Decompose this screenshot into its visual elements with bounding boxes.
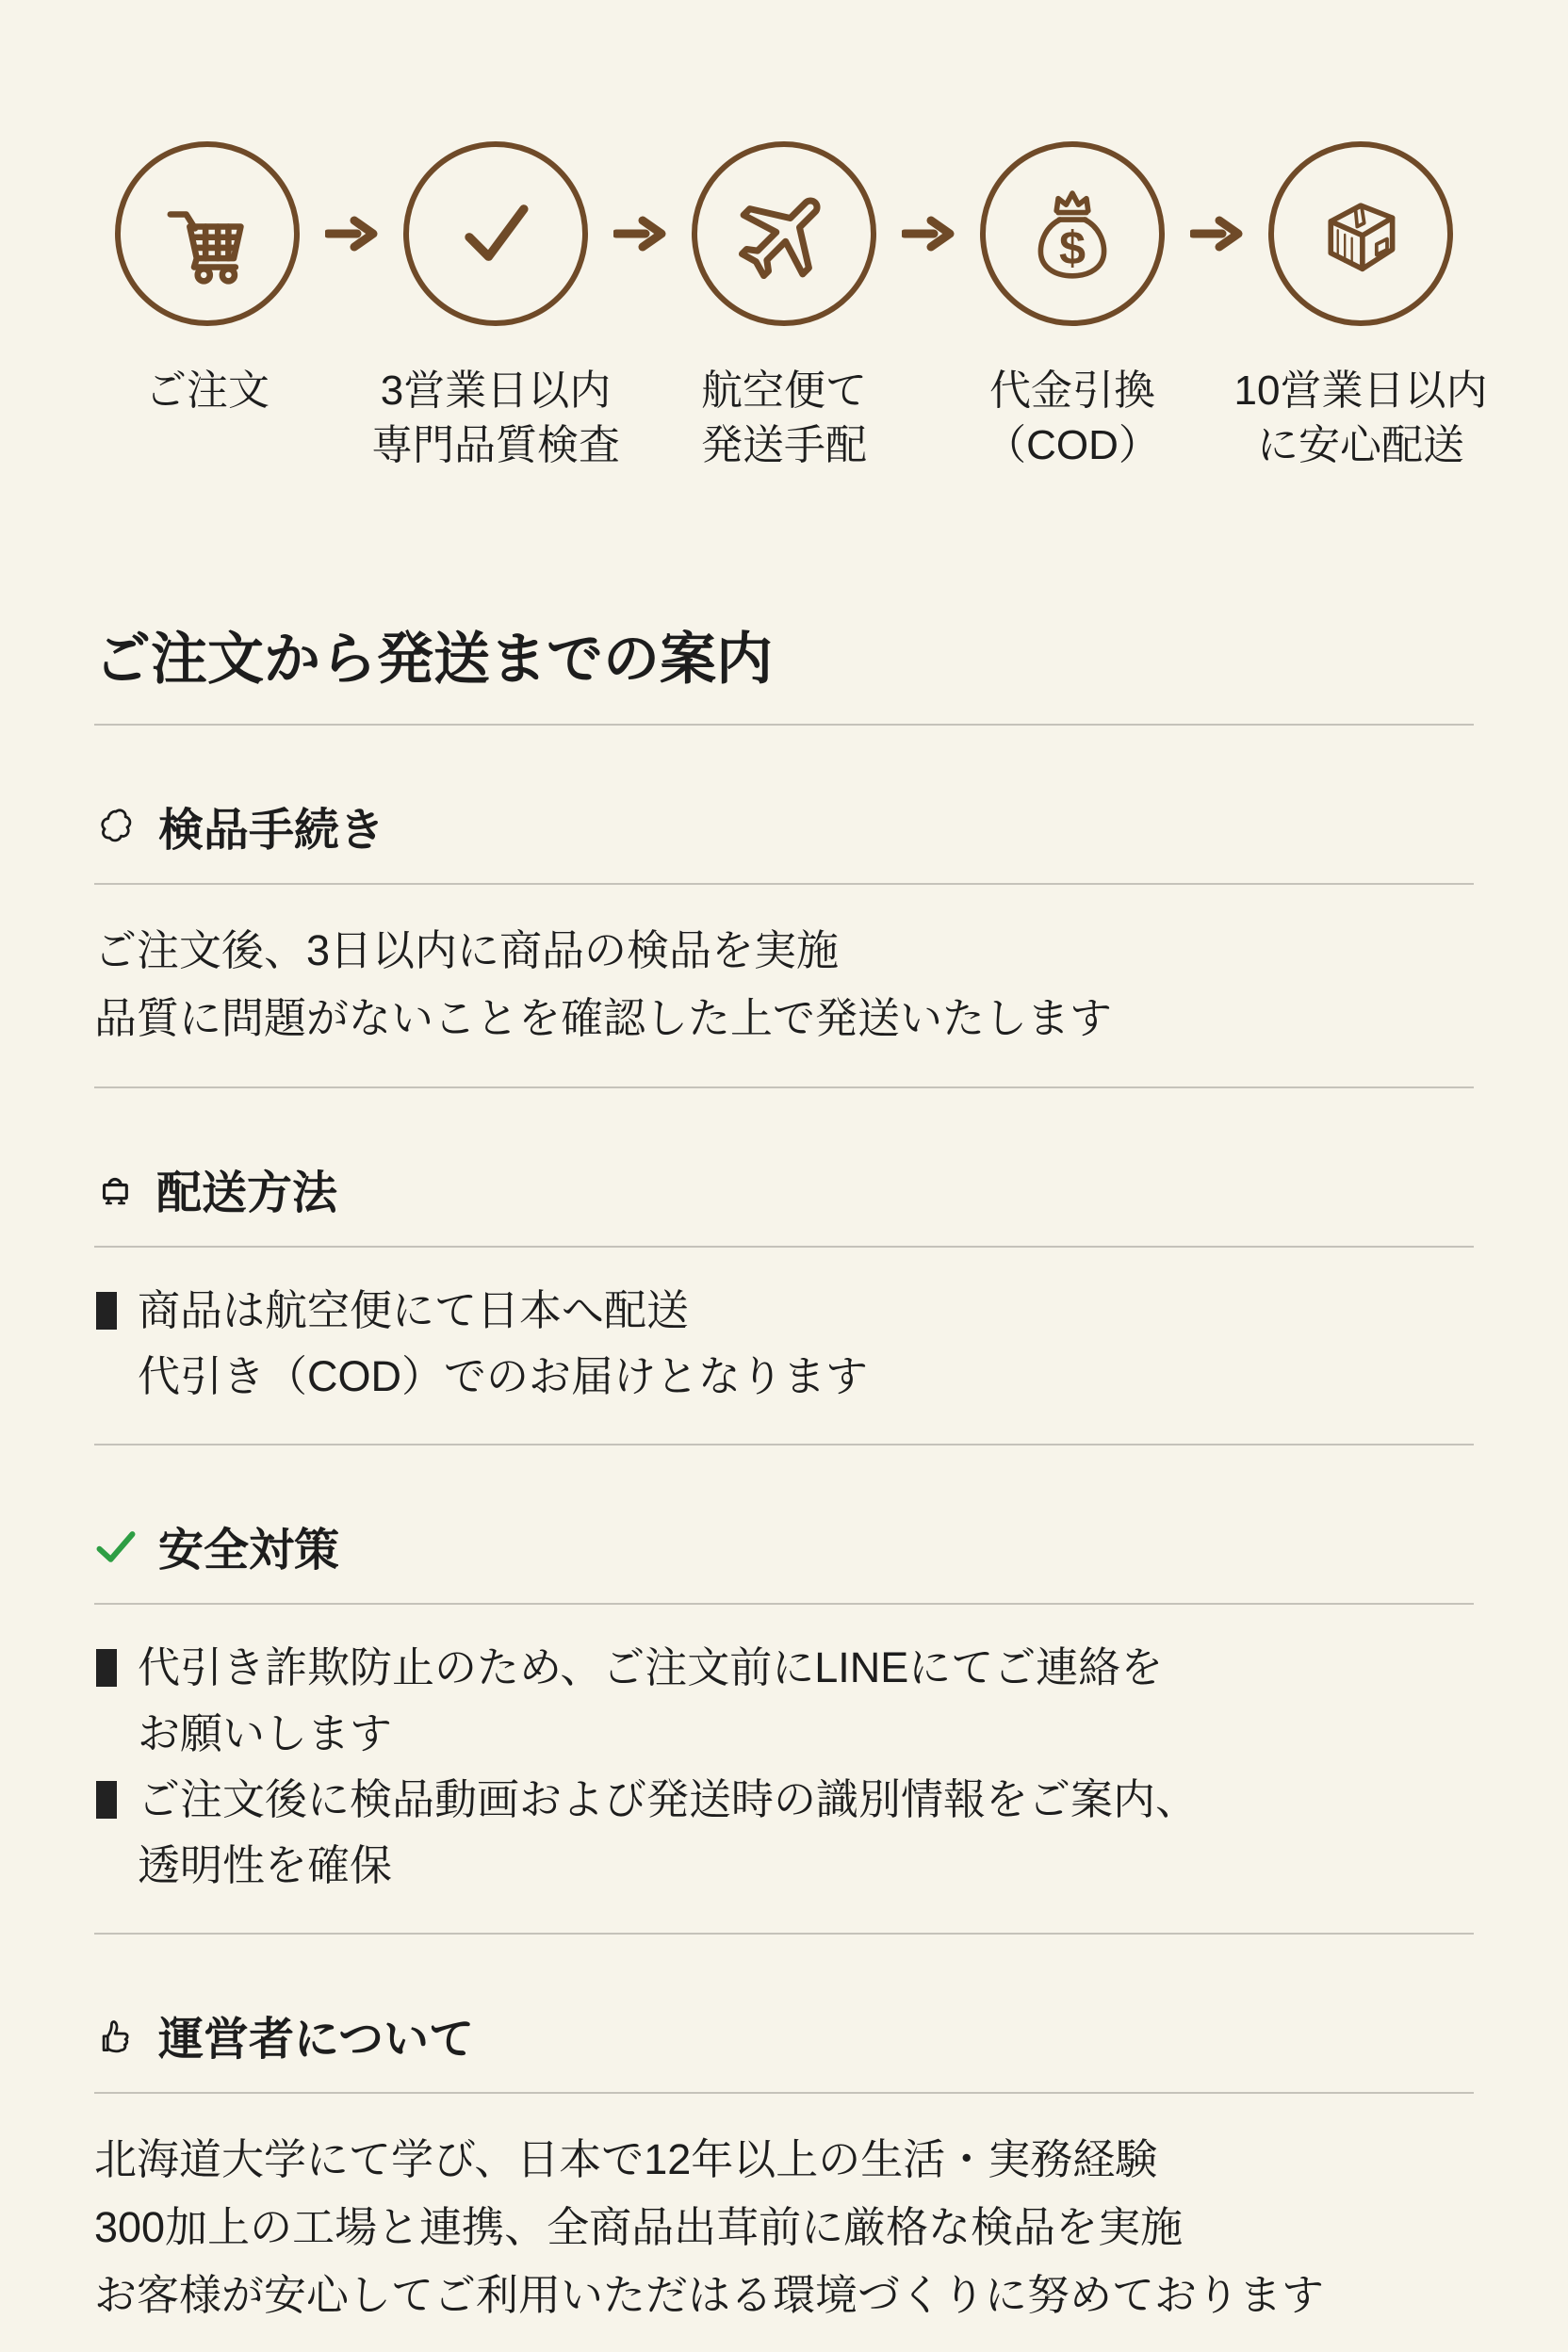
svg-text:$: $ bbox=[1058, 220, 1086, 275]
arrow-right-icon bbox=[325, 215, 378, 253]
section-title: 安全対策 bbox=[158, 1526, 340, 1576]
bullet-square-icon bbox=[96, 1292, 117, 1330]
section-title: 運営者について bbox=[158, 2015, 475, 2065]
section-head-shipping bbox=[94, 1156, 1474, 1221]
body-line: ご注文後、3日以内に商品の検品を実施 bbox=[94, 926, 840, 974]
section-head-operator bbox=[94, 2002, 1474, 2067]
bullet-square-icon bbox=[96, 1781, 117, 1819]
arrow-right-icon bbox=[902, 215, 955, 253]
flow-step-airmail bbox=[666, 141, 902, 473]
flow-step-label bbox=[371, 364, 620, 473]
body-line: 代引き詐欺防止のため、ご注文前にLINEにてご連絡を bbox=[138, 1643, 1164, 1691]
arrow-right-icon bbox=[1190, 215, 1243, 253]
inspection-icon bbox=[94, 805, 138, 848]
checkmark-icon bbox=[403, 141, 588, 326]
divider bbox=[94, 1086, 1474, 1088]
operator-hand-icon bbox=[94, 2014, 138, 2057]
flow-label-line: に安心配送 bbox=[1257, 422, 1464, 468]
section-head-safety bbox=[94, 1513, 1474, 1578]
flow-step-label bbox=[701, 364, 867, 473]
body-line: 北海道大学にて学び、日本で12年以上の生活・実務経験 bbox=[94, 2135, 1158, 2183]
safety-check-icon bbox=[94, 1525, 138, 1568]
airplane-icon bbox=[692, 141, 876, 326]
divider bbox=[94, 1444, 1474, 1446]
list-item bbox=[94, 1635, 1474, 1767]
section-body-shipping bbox=[94, 1278, 1474, 1410]
flow-step-order bbox=[90, 141, 325, 418]
body-line: 透明性を確保 bbox=[138, 1841, 393, 1889]
divider bbox=[94, 1246, 1474, 1248]
cart-icon bbox=[115, 141, 300, 326]
flow-label-line: 10営業日以内 bbox=[1233, 368, 1488, 414]
section-head-inspection bbox=[94, 793, 1474, 858]
arrow-right-icon bbox=[613, 215, 666, 253]
page-title: ご注文から発送までの案内 bbox=[94, 628, 773, 691]
section-body-safety bbox=[94, 1635, 1474, 1899]
divider bbox=[94, 1933, 1474, 1935]
body-line: ご注文後に検品動画および発送時の識別情報をご案内、 bbox=[138, 1775, 1199, 1823]
section-body-operator bbox=[94, 2126, 1474, 2329]
divider bbox=[94, 883, 1474, 885]
flow-step-label bbox=[985, 364, 1160, 473]
money-bag-icon bbox=[980, 141, 1165, 326]
flow-step-label bbox=[145, 364, 270, 418]
section-body-inspection bbox=[94, 917, 1474, 1053]
flow-label-line: （COD） bbox=[985, 422, 1160, 468]
body-line: 代引き（COD）でのお届けとなります bbox=[138, 1352, 868, 1400]
order-flow bbox=[0, 0, 1568, 473]
body-line: 品質に問題がないことを確認した上で発送いたします bbox=[94, 994, 1113, 1042]
flow-step-quality-check bbox=[371, 141, 620, 473]
flow-step-delivery bbox=[1233, 141, 1488, 473]
info-content bbox=[0, 614, 1568, 2329]
divider bbox=[94, 2092, 1474, 2094]
body-line: お願いします bbox=[138, 1709, 393, 1757]
divider bbox=[94, 724, 1474, 726]
list-item bbox=[94, 1278, 1474, 1410]
bullet-square-icon bbox=[96, 1649, 117, 1687]
list-item bbox=[94, 1767, 1474, 1899]
flow-step-label bbox=[1234, 364, 1488, 473]
divider bbox=[94, 1603, 1474, 1605]
flow-label-line: 3営業日以内 bbox=[380, 368, 612, 414]
shipping-icon bbox=[94, 1168, 136, 1210]
package-box-icon bbox=[1268, 141, 1453, 326]
body-line: 300加上の工場と連携、全商品出茸前に厳格な検品を実施 bbox=[94, 2203, 1184, 2251]
body-line: 商品は航空便にて日本へ配送 bbox=[138, 1286, 690, 1334]
flow-label-line: ご注文 bbox=[145, 368, 270, 414]
body-line: お客様が安心してご利用いただはる環境づくりに努めております bbox=[94, 2271, 1325, 2319]
flow-step-cod bbox=[955, 141, 1190, 473]
section-title: 検品手続き bbox=[158, 806, 385, 856]
flow-label-line: 発送手配 bbox=[701, 422, 867, 468]
flow-label-line: 専門品質検査 bbox=[371, 422, 620, 468]
flow-label-line: 代金引換 bbox=[989, 368, 1155, 414]
flow-label-line: 航空便て bbox=[701, 368, 867, 414]
section-title: 配送方法 bbox=[156, 1168, 338, 1218]
